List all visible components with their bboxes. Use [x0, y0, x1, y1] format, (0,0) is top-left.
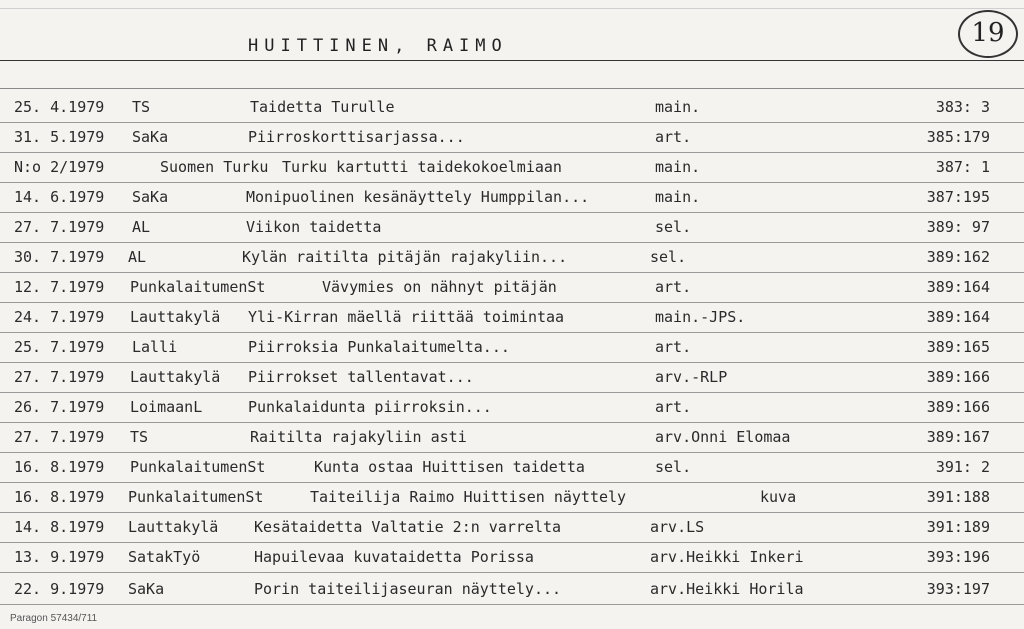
entry-reference: 391:188 — [926, 488, 990, 506]
entry-type: main. — [655, 158, 701, 176]
entry-source: TS — [132, 98, 151, 116]
entry-title: Taidetta Turulle — [250, 98, 395, 116]
entry-reference: 389:162 — [926, 248, 990, 266]
entry-title: Vävymies on nähnyt pitäjän — [322, 278, 557, 296]
entry-title: Viikon taidetta — [246, 218, 382, 236]
entry-date: 31. 5.1979 — [14, 128, 105, 146]
entry-date: 25. 4.1979 — [14, 98, 105, 116]
entry-source: TS — [130, 428, 149, 446]
entry-reference: 389:166 — [926, 368, 990, 386]
entry-type: art. — [655, 338, 692, 356]
table-row — [0, 392, 1024, 423]
entry-type: arv.-RLP — [655, 368, 728, 386]
entry-date: 27. 7.1979 — [14, 368, 105, 386]
entry-reference: 393:196 — [926, 548, 990, 566]
table-row — [0, 482, 1024, 513]
entry-title: Piirroksia Punkalaitumelta... — [248, 338, 510, 356]
entry-title: Kesätaidetta Valtatie 2:n varrelta — [254, 518, 562, 536]
entry-type: main. — [655, 98, 701, 116]
entry-title: Yli-Kirran mäellä riittää toimintaa — [248, 308, 565, 326]
table-row — [0, 212, 1024, 243]
entry-date: 22. 9.1979 — [14, 580, 105, 598]
table-row — [0, 302, 1024, 333]
entry-title: Piirroskorttisarjassa... — [248, 128, 465, 146]
entry-reference: 385:179 — [926, 128, 990, 146]
table-row — [0, 332, 1024, 363]
printer-mark: Paragon 57434/711 — [10, 613, 98, 624]
header-subrule — [0, 88, 1024, 89]
entry-date: 25. 7.1979 — [14, 338, 105, 356]
entry-type: sel. — [655, 218, 692, 236]
card-number-badge: 19 — [958, 10, 1018, 58]
entry-reference: 389:166 — [926, 398, 990, 416]
entry-source: AL — [132, 218, 151, 236]
table-row — [0, 242, 1024, 273]
entry-type: arv.LS — [650, 518, 705, 536]
entry-source: SatakTyö — [128, 548, 201, 566]
entry-source: SaKa — [132, 188, 169, 206]
table-row — [0, 152, 1024, 183]
entry-source: SaKa — [132, 128, 169, 146]
entry-title: Monipuolinen kesänäyttely Humppilan... — [246, 188, 590, 206]
entry-reference: 387:195 — [926, 188, 990, 206]
entry-date: 27. 7.1979 — [14, 428, 105, 446]
entry-title: Kunta ostaa Huittisen taidetta — [314, 458, 585, 476]
table-row — [0, 512, 1024, 543]
entry-source: AL — [128, 248, 147, 266]
table-row — [0, 422, 1024, 453]
entry-source: PunkalaitumenSt — [130, 278, 266, 296]
entry-source: SaKa — [128, 580, 165, 598]
card-top-edge — [0, 0, 1024, 9]
entry-title: Raitilta rajakyliin asti — [250, 428, 467, 446]
entry-type: art. — [655, 278, 692, 296]
table-row — [0, 122, 1024, 153]
entry-date: 26. 7.1979 — [14, 398, 105, 416]
entry-reference: 389: 97 — [926, 218, 990, 236]
entry-reference: 391: 2 — [935, 458, 990, 476]
entry-source: LoimaanL — [130, 398, 203, 416]
entry-title: Hapuilevaa kuvataidetta Porissa — [254, 548, 534, 566]
table-row — [0, 574, 1024, 605]
entry-date: 30. 7.1979 — [14, 248, 105, 266]
entry-type: main.-JPS. — [655, 308, 746, 326]
entry-type: arv.Heikki Inkeri — [650, 548, 804, 566]
entry-date: 27. 7.1979 — [14, 218, 105, 236]
entry-type: arv.Heikki Horila — [650, 580, 804, 598]
entry-reference: 389:164 — [926, 308, 990, 326]
entry-source: Lauttakylä — [128, 518, 219, 536]
entry-type: sel. — [655, 458, 692, 476]
entry-source: PunkalaitumenSt — [128, 488, 264, 506]
entry-source: Suomen Turku — [160, 158, 269, 176]
entry-reference: 383: 3 — [935, 98, 990, 116]
entry-source: PunkalaitumenSt — [130, 458, 266, 476]
entry-date: 12. 7.1979 — [14, 278, 105, 296]
entry-date: 24. 7.1979 — [14, 308, 105, 326]
table-row — [0, 92, 1024, 123]
table-row — [0, 542, 1024, 573]
entry-title: Punkalaidunta piirroksin... — [248, 398, 492, 416]
entry-date: 16. 8.1979 — [14, 458, 105, 476]
entry-type: art. — [655, 398, 692, 416]
entry-date: N:o 2/1979 — [14, 158, 105, 176]
entry-type: kuva — [760, 488, 797, 506]
entry-source: Lauttakylä — [130, 368, 221, 386]
entry-title: Turku kartutti taidekokoelmiaan — [282, 158, 562, 176]
entry-source: Lauttakylä — [130, 308, 221, 326]
entry-reference: 391:189 — [926, 518, 990, 536]
entry-title: Porin taiteilijaseuran näyttely... — [254, 580, 562, 598]
entry-reference: 389:167 — [926, 428, 990, 446]
entry-reference: 389:164 — [926, 278, 990, 296]
table-row — [0, 452, 1024, 483]
entry-date: 16. 8.1979 — [14, 488, 105, 506]
table-row — [0, 272, 1024, 303]
entry-reference: 387: 1 — [935, 158, 990, 176]
entry-date: 13. 9.1979 — [14, 548, 105, 566]
entry-type: main. — [655, 188, 701, 206]
entry-source: Lalli — [132, 338, 178, 356]
header-rule — [0, 60, 1024, 61]
entry-title: Taiteilija Raimo Huittisen näyttely — [310, 488, 627, 506]
entry-date: 14. 8.1979 — [14, 518, 105, 536]
entry-type: sel. — [650, 248, 687, 266]
entry-type: art. — [655, 128, 692, 146]
entry-title: Kylän raitilta pitäjän rajakyliin... — [242, 248, 568, 266]
table-row — [0, 362, 1024, 393]
entry-date: 14. 6.1979 — [14, 188, 105, 206]
entry-reference: 389:165 — [926, 338, 990, 356]
table-row — [0, 182, 1024, 213]
entry-reference: 393:197 — [926, 580, 990, 598]
entry-title: Piirrokset tallentavat... — [248, 368, 474, 386]
entry-type: arv.Onni Elomaa — [655, 428, 791, 446]
card-header-name: HUITTINEN, RAIMO — [248, 36, 508, 56]
